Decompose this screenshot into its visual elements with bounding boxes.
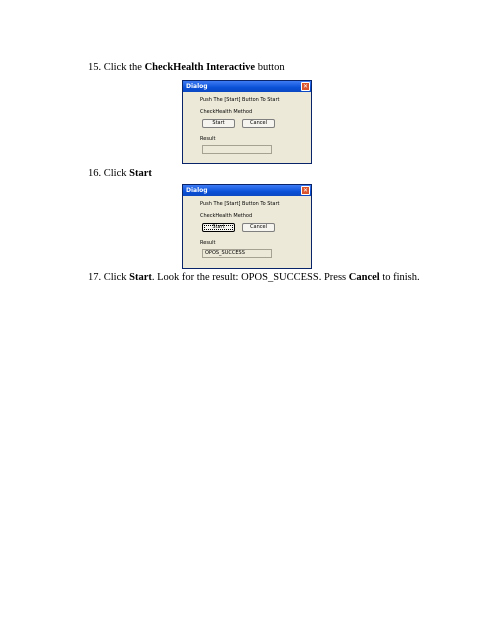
result-field: OPOS_SUCCESS [202,249,272,258]
dialog-title: Dialog [186,187,208,194]
instruction-label: Push The [Start] Button To Start [200,201,280,207]
dialog-titlebar [183,81,311,92]
result-field [202,145,272,154]
start-button[interactable]: Start [202,119,235,128]
step-number: 17. [88,272,102,283]
step-number: 16. [88,168,102,179]
instruction-label: Push The [Start] Button To Start [200,97,280,103]
start-button[interactable]: Start [202,223,235,232]
step-bold-text: Start [129,168,152,179]
step-15 [88,62,285,73]
step-bold-text: CheckHealth Interactive [144,62,256,73]
step-text: Click the [103,62,145,73]
step-bold-text: Start [129,272,152,283]
close-icon[interactable]: ✕ [302,187,309,194]
cancel-button[interactable]: Cancel [242,223,275,232]
step-number: 15. [88,62,102,73]
result-label: Result [200,240,216,246]
step-text: button [255,62,285,73]
step-text: to finish. [379,272,420,283]
cancel-button[interactable]: Cancel [242,119,275,128]
dialog-title: Dialog [186,83,208,90]
close-icon[interactable]: ✕ [302,83,309,90]
step-text: Click [103,272,130,283]
step-17 [88,272,420,283]
dialog-window-1 [182,80,312,164]
method-label: CheckHealth Method [200,213,253,219]
result-label: Result [200,136,216,142]
method-label: CheckHealth Method [200,109,253,115]
step-text: Click [103,168,130,179]
step-bold-text: Cancel [348,272,380,283]
step-text: . Look for the result: OPOS_SUCCESS. Press [151,272,349,283]
step-16 [88,168,152,179]
dialog-window-2 [182,184,312,269]
dialog-titlebar [183,185,311,196]
